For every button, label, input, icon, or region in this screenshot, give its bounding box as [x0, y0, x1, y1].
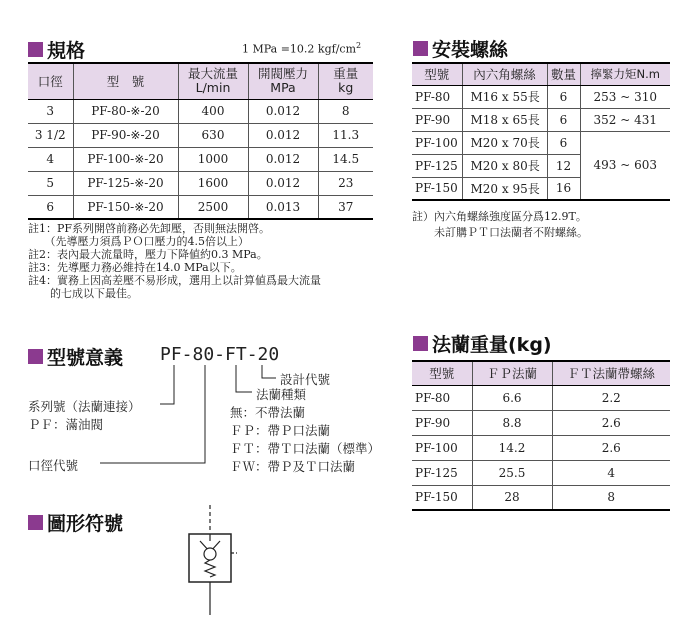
weight-row: [412, 435, 670, 460]
model-series-label: 系列號（法蘭連接）: [28, 399, 141, 414]
spec-cell-flow: 630: [178, 123, 248, 147]
unit-note-sup: 2: [356, 41, 362, 50]
bolts-header-qty: 數量: [547, 63, 580, 85]
bolts-cell-model: PF-80: [412, 85, 462, 108]
bolts-header-model: 型號: [412, 63, 462, 85]
model-flange-label: 法蘭種類: [256, 387, 307, 402]
model-flange-options: [230, 404, 380, 476]
spec-cell-pressure: 0.012: [248, 123, 318, 147]
spec-cell-flow: 1600: [178, 171, 248, 195]
spec-cell-bore: 3: [28, 99, 73, 123]
symbol-title-text: 圖形符號: [47, 513, 124, 535]
spec-cell-model: PF-125-※-20: [73, 171, 178, 195]
spec-cell-model: PF-100-※-20: [73, 147, 178, 171]
weight-header-fp: ＦＰ法蘭: [472, 361, 552, 385]
check-valve-symbol-icon: [180, 505, 240, 625]
design-connector-line: [262, 365, 276, 378]
weight-cell-model: PF-80: [412, 385, 472, 410]
spec-note: 註1：PF系列開啓前務必先卸壓，否則無法開啓。: [28, 222, 271, 235]
model-code: PF-80-FT-20: [160, 344, 280, 365]
spec-note: 註4：實務上因高差壓不易形成，選用上以計算値爲最大流量: [28, 274, 321, 287]
weight-cell-fp: 14.2: [472, 435, 552, 460]
weight-title-text: 法蘭重量(kg): [432, 334, 552, 356]
spec-cell-weight: 37: [318, 195, 373, 219]
spec-cell-model: PF-150-※-20: [73, 195, 178, 219]
spec-header-weight-label: 重量: [333, 66, 359, 82]
bolts-note: 註）內六角螺絲強度區分爲12.9T。: [412, 210, 587, 223]
spec-header-bore: 口徑: [28, 63, 73, 99]
weight-header-ft: ＦＴ法蘭帶螺絲: [552, 361, 670, 385]
weight-cell-ft: 8: [552, 485, 670, 510]
weight-header-row: [412, 361, 670, 385]
spec-header-model: 型 號: [73, 63, 178, 99]
bolts-header-screw: 內六角螺絲: [462, 63, 547, 85]
model-title-text: 型號意義: [47, 347, 124, 369]
weight-row: [412, 385, 670, 410]
spec-cell-model: PF-90-※-20: [73, 123, 178, 147]
weight-cell-fp: 8.8: [472, 410, 552, 435]
spec-note: （先導壓力須爲ＰＯ口壓力的4.5倍以上）: [28, 235, 249, 248]
bolts-cell-model: PF-100: [412, 131, 462, 154]
spec-header-pressure-unit: MPa: [270, 80, 296, 96]
spec-cell-weight: 23: [318, 171, 373, 195]
bolts-cell-screw: M20 x 80長: [462, 154, 547, 177]
weight-cell-ft: 4: [552, 460, 670, 485]
bolts-note: 未訂購ＰＴ口法蘭者不附螺絲。: [412, 226, 588, 239]
bolts-header-torque: 擰緊力矩N.m: [580, 63, 670, 85]
weight-cell-ft: 2.6: [552, 435, 670, 460]
bolts-cell-screw: M20 x 95長: [462, 177, 547, 200]
weight-row: [412, 460, 670, 485]
weight-header-model: 型號: [412, 361, 472, 385]
weight-cell-fp: 28: [472, 485, 552, 510]
weight-cell-model: PF-100: [412, 435, 472, 460]
spec-header-weight-unit: kg: [338, 80, 354, 96]
spec-cell-bore: 3 1/2: [28, 123, 73, 147]
weight-cell-model: PF-150: [412, 485, 472, 510]
model-bore-label: 口徑代號: [28, 458, 79, 473]
spec-cell-flow: 1000: [178, 147, 248, 171]
model-flange-option: 無：不帶法蘭: [230, 405, 306, 420]
bolts-cell-torque: 253 ~ 310: [580, 85, 670, 108]
spec-cell-pressure: 0.012: [248, 171, 318, 195]
spec-cell-weight: 11.3: [318, 123, 373, 147]
bolts-cell-screw: M20 x 70長: [462, 131, 547, 154]
weight-cell-ft: 2.6: [552, 410, 670, 435]
model-design-label: 設計代號: [280, 372, 331, 387]
model-flange-option: ＦＷ：帶Ｐ及Ｔ口法蘭: [230, 459, 356, 474]
spec-cell-pressure: 0.012: [248, 147, 318, 171]
weight-cell-ft: 2.2: [552, 385, 670, 410]
spec-cell-bore: 4: [28, 147, 73, 171]
spec-cell-pressure: 0.013: [248, 195, 318, 219]
weight-cell-fp: 25.5: [472, 460, 552, 485]
spec-cell-model: PF-80-※-20: [73, 99, 178, 123]
unit-note-text: 1 MPa =10.2 kgf/cm: [242, 42, 357, 56]
model-flange-option: ＦＴ：帶Ｔ口法蘭（標準）: [230, 441, 381, 456]
bolts-cell-qty: 6: [547, 108, 580, 131]
series-connector-line: [160, 365, 174, 404]
bolts-cell-qty: 6: [547, 85, 580, 108]
bolts-cell-torque: 352 ~ 431: [580, 108, 670, 131]
bolts-cell-qty: 16: [547, 177, 580, 200]
bolts-cell-qty: 12: [547, 154, 580, 177]
spec-cell-flow: 2500: [178, 195, 248, 219]
bolts-title-text: 安裝螺絲: [432, 39, 509, 61]
spec-header-pressure-label: 開閥壓力: [257, 66, 308, 82]
spec-cell-weight: 8: [318, 99, 373, 123]
bolts-cell-model: PF-90: [412, 108, 462, 131]
weight-row: [412, 410, 670, 435]
spec-cell-bore: 5: [28, 171, 73, 195]
bolts-cell-model: PF-125: [412, 154, 462, 177]
weight-cell-fp: 6.6: [472, 385, 552, 410]
spec-header-flow-unit: L/min: [195, 80, 231, 96]
spec-note: 的七成以下最佳。: [28, 287, 138, 300]
spec-note: 註2：表內最大流量時，壓力下降値約0.3 MPa。: [28, 248, 268, 261]
bolts-cell-screw: M16 x 55長: [462, 85, 547, 108]
spec-note: 註3：先導壓力務必維持在14.0 MPa以下。: [28, 261, 242, 274]
spec-cell-bore: 6: [28, 195, 73, 219]
weight-cell-model: PF-90: [412, 410, 472, 435]
section-marker-icon: [28, 515, 43, 530]
spec-cell-flow: 400: [178, 99, 248, 123]
flange-connector-line: [236, 365, 252, 392]
spec-cell-pressure: 0.012: [248, 99, 318, 123]
model-series-value: ＰＦ：滿油閥: [28, 417, 104, 432]
weight-cell-model: PF-125: [412, 460, 472, 485]
spec-header-flow-label: 最大流量: [187, 66, 238, 82]
spec-cell-weight: 14.5: [318, 147, 373, 171]
spec-title-text: 規格: [47, 40, 86, 62]
weight-row: [412, 485, 670, 510]
bolts-cell-qty: 6: [547, 131, 580, 154]
section-marker-icon: [413, 336, 428, 351]
symbol-section-title: [28, 509, 123, 536]
bolts-cell-screw: M18 x 65長: [462, 108, 547, 131]
bolts-cell-torque: 493 ~ 603: [580, 131, 670, 200]
bolts-cell-model: PF-150: [412, 177, 462, 200]
model-flange-option: ＦＰ：帶Ｐ口法蘭: [230, 423, 331, 438]
weight-section-title: [413, 330, 552, 357]
weight-table: [412, 360, 670, 511]
